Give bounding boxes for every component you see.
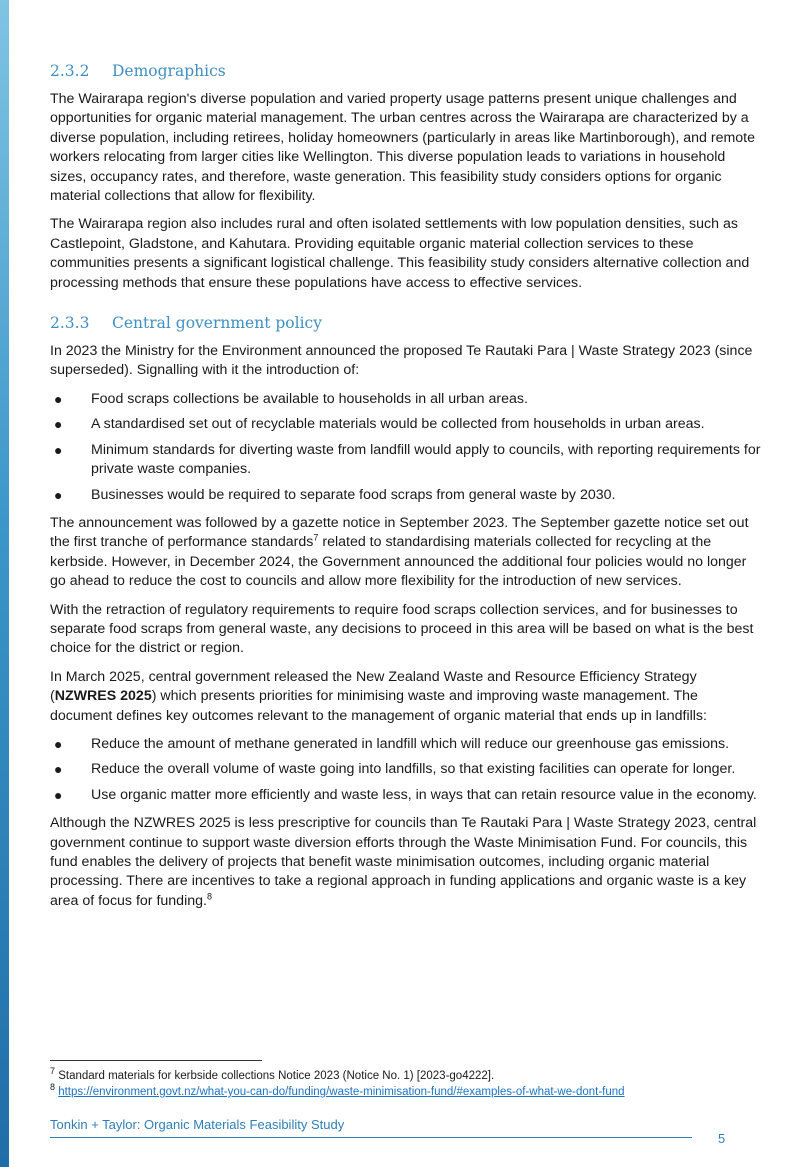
paragraph: The Wairarapa region's diverse population and varied property usage patterns present unique challenges and opportunities for organic material management. The urban centres across the Wairarapa are characterized by a diverse population, including retirees, holiday homeowners (particularly in areas like Martinborough), and remote workers relocating from larger cities like Wellington. This diverse population leads to variations in household sizes, occupancy rates, and therefore, waste generation. This feasibility study considers options for organic material collections that allow for flexibility.: [50, 91, 756, 205]
paragraph: The announcement was followed by a gazette notice in September 2023. The September gazette notice set out the first tranche of performance standards$^7$ related to standardising materials collected for recycling at the kerbside. However, in December 2024, the Government announced the additional four policies would no longer go ahead to reduce the cost to councils and allow more flexibility for the introduction of new services.: [50, 514, 749, 590]
footnote-7: $^7$ Standard materials for kerbside collections Notice 2023 (Notice No. 1) [2023-go4222].: [50, 1066, 495, 1082]
document-body: [50, 60, 762, 920]
bullet-icon: ●: [54, 735, 63, 752]
list-item: ● Reduce the amount of methane generated in landfill which will reduce our greenhouse gas emissions.: [50, 735, 762, 754]
paragraph: Although the NZWRES 2025 is less prescriptive for councils than Te Rautaki Para | Waste Strategy 2023, central government continue to support waste diversion efforts through the Waste Minimisation Fund. For councils, this fund enables the delivery of projects that benefit waste minimisation outcomes, including organic material processing. There are incentives to take a regional approach in funding applications and organic waste is a key area of focus for funding.$^8$: [50, 815, 757, 909]
list-item: ● Reduce the overall volume of waste going into landfills, so that existing facilities can operate for longer.: [50, 760, 762, 779]
paragraph: In 2023 the Ministry for the Environment announced the proposed Te Rautaki Para | Waste Strategy 2023 (since superseded). Signalling with it the introduction of:: [50, 343, 753, 379]
bullet-list-policies: [50, 390, 762, 505]
bullet-icon: ●: [54, 486, 63, 503]
list-item: ● Minimum standards for diverting waste from landfill would apply to councils, with reporting requirements for private waste companies.: [54, 441, 761, 478]
page-number: 5: [718, 1131, 726, 1146]
list-item: ● Food scraps collections be available to households in all urban areas.: [50, 390, 762, 409]
section-number: 2.3.2: [50, 62, 90, 80]
bullet-icon: ●: [54, 416, 63, 433]
list-item: ● Businesses would be required to separate food scraps from general waste by 2030.: [50, 486, 762, 505]
paragraph: The Wairarapa region also includes rural and often isolated settlements with low population densities, such as Castlepoint, Gladstone, and Kahutara. Providing equitable organic material collection services to these communities presents a significant logistical challenge. This feasibility study considers alternative collection and processing methods that ensure these populations have access to effective services.: [50, 216, 750, 291]
footnotes: [50, 1068, 762, 1100]
paragraph: With the retraction of regulatory requirements to require food scraps collection services, and for businesses to separate food scraps from general waste, any decisions to proceed in this area will be based on what is the best choice for the district or region.: [50, 601, 754, 657]
left-accent-bar: [0, 0, 9, 1167]
list-item: ● Use organic matter more efficiently and waste less, in ways that can retain resource value in the economy.: [50, 786, 762, 805]
footnote-reference: 8: [206, 891, 212, 902]
list-item: ● A standardised set out of recyclable materials would be collected from households in urban areas.: [50, 415, 762, 434]
footnote-8: $^8$ https://environment.govt.nz/what-you-can-do/funding/waste-minimisation-fund/#examples-of-what-we-dont-fund: [50, 1082, 625, 1098]
section-heading-central-government-policy: [50, 312, 762, 334]
footnote-link[interactable]: https://environment.govt.nz/what-you-can-do/funding/waste-minimisation-fund/#examples-of-what-we-dont-fund: [58, 1086, 625, 1098]
section-title: Demographics: [112, 62, 226, 80]
footnote-reference: 7: [313, 532, 319, 543]
bullet-icon: ●: [54, 441, 63, 458]
bullet-icon: ●: [54, 390, 63, 407]
bullet-icon: ●: [54, 786, 63, 803]
footnote-separator: [50, 1060, 262, 1061]
bold-acronym: NZWRES 2025: [54, 688, 152, 705]
bullet-list-outcomes: [50, 735, 762, 805]
bullet-icon: ●: [54, 761, 63, 778]
footer-rule: [50, 1137, 692, 1138]
section-number: 2.3.3: [50, 314, 90, 333]
paragraph: In March 2025, central government released the New Zealand Waste and Resource Efficiency Strategy (NZWRES 2025) which presents priorities for minimising waste and improving waste management. The document defines key outcomes relevant to the management of organic material that ends up in landfills:: [50, 668, 707, 724]
footer-title: Tonkin + Taylor: Organic Materials Feasibility Study: [50, 1117, 345, 1132]
section-title: Central government policy: [112, 314, 322, 333]
section-heading-demographics: [50, 60, 762, 82]
